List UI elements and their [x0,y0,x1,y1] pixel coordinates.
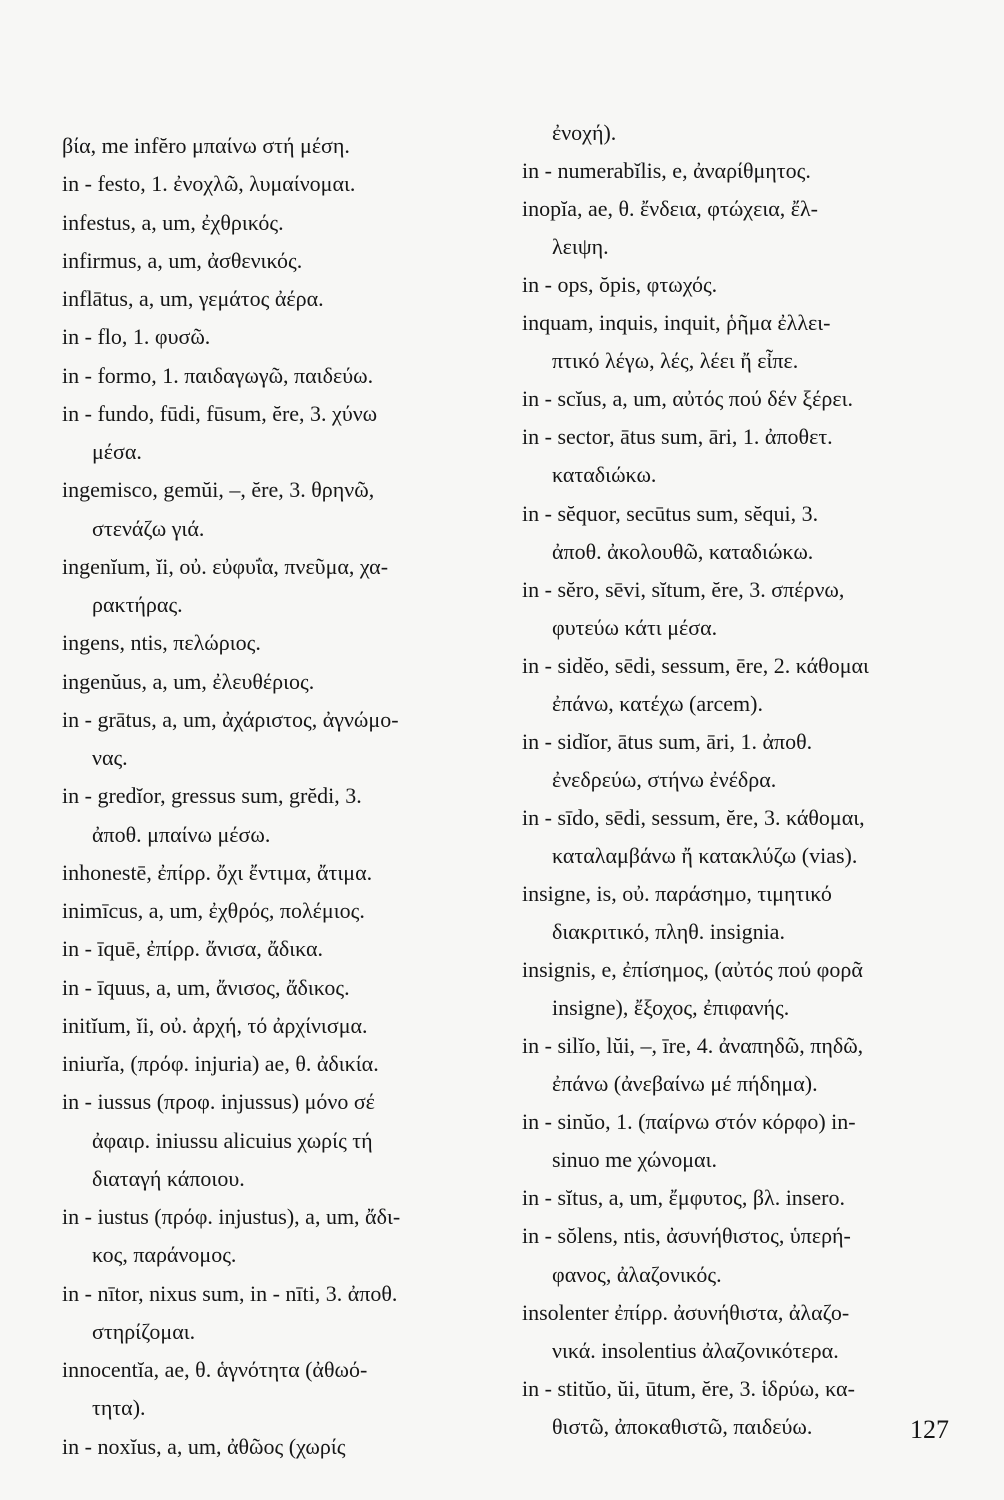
dictionary-line: sinuo me χώνομαι. [552,1147,717,1173]
dictionary-line: in - noxĭus, a, um, ἀθῶος (χωρίς [62,1433,346,1459]
dictionary-line: ἐνοχή). [552,120,617,145]
dictionary-line: in - grātus, a, um, ἀχάριστος, ἀγνώμο- [62,706,399,732]
dictionary-line: βία, me infĕro μπαίνω στή μέση. [62,133,350,158]
dictionary-line: in - sinŭo, 1. (παίρνω στόν κόρφο) in- [522,1109,856,1135]
dictionary-line: in - sīdo, sēdi, sessum, ĕre, 3. κάθομαι, [522,804,865,830]
dictionary-line: κος, παράνομος. [92,1242,237,1268]
dictionary-line: inflātus, a, um, γεμάτος ἀέρα. [62,286,324,311]
dictionary-line: ingens, ntis, πελώριος. [62,630,261,656]
dictionary-line: in - iussus (προφ. injussus) μόνο σέ [62,1089,375,1115]
dictionary-line: φανος, ἀλαζονικός. [552,1261,722,1287]
dictionary-line: insignis, e, ἐπίσημος, (αὐτός πού φορᾶ [522,957,863,983]
dictionary-line: διακριτικό, πληθ. insignia. [552,919,785,945]
dictionary-line: in - stitŭo, ŭi, ūtum, ĕre, 3. ἱδρύω, κα- [522,1375,855,1401]
dictionary-line: in - festo, 1. ἐνοχλῶ, λυμαίνομαι. [62,171,356,197]
dictionary-line: inopĭa, ae, θ. ἔνδεια, φτώχεια, ἔλ- [522,196,818,222]
dictionary-line: νας. [92,745,128,770]
dictionary-line: in - sidĭor, ātus sum, āri, 1. ἀποθ. [522,728,813,754]
dictionary-line: in - gredĭor, gressus sum, grĕdi, 3. [62,783,362,809]
dictionary-line: in - iustus (πρόφ. injustus), a, um, ἄδι- [62,1204,401,1229]
dictionary-line: in - sector, ātus sum, āri, 1. ἀποθετ. [522,424,833,450]
dictionary-line: in - sĕquor, secūtus sum, sĕqui, 3. [522,500,819,526]
dictionary-line: ἀφαιρ. iniussu alicuius χωρίς τή [92,1127,373,1153]
dictionary-line: ρακτήρας. [92,592,183,617]
dictionary-line: θιστῶ, ἀποκαθιστῶ, παιδεύω. [552,1413,813,1439]
dictionary-line: καταδιώκω. [552,462,657,488]
dictionary-line: inhonestē, ἐπίρρ. ὄχι ἔντιμα, ἄτιμα. [62,859,373,885]
dictionary-line: μέσα. [92,439,142,464]
dictionary-line: infirmus, a, um, ἀσθενικός. [62,247,303,273]
dictionary-line: ἐνεδρεύω, στήνω ἐνέδρα. [552,766,777,792]
dictionary-line: πτικό λέγω, λές, λέει ἤ εἶπε. [552,348,799,374]
dictionary-line: iniurĭa, (πρόφ. injuria) ae, θ. ἀδικία. [62,1051,379,1076]
dictionary-line: innocentĭa, ae, θ. ἁγνότητα (ἀθωό- [62,1357,368,1382]
dictionary-line: διαταγή κάποιου. [92,1165,245,1191]
dictionary-line: inquam, inquis, inquit, ῥῆμα ἐλλει- [522,310,831,336]
dictionary-line: ἐπάνω, κατέχω (arcem). [552,690,763,716]
dictionary-line: in - sŏlens, ntis, ἀσυνήθιστος, ὑπερή- [522,1223,851,1249]
dictionary-line: καταλαμβάνω ἤ κατακλύζω (vias). [552,842,858,868]
dictionary-line: infestus, a, um, ἐχθρικός. [62,209,284,235]
dictionary-line: in - sidĕo, sēdi, sessum, ēre, 2. κάθομαι [522,652,869,678]
dictionary-line: in - silĭo, lŭi, –, īre, 4. ἀναπηδῶ, πηδῶ, [522,1033,864,1059]
dictionary-line: in - flo, 1. φυσῶ. [62,324,211,350]
dictionary-line: ingenĭum, ĭi, οὐ. εὐφυΐα, πνεῦμα, χα- [62,553,389,579]
dictionary-line: ἀποθ. ἀκολουθῶ, καταδιώκω. [552,538,814,564]
dictionary-line: in - formo, 1. παιδαγωγῶ, παιδεύω. [62,362,374,388]
dictionary-line: in - sĭtus, a, um, ἔμφυτος, βλ. insero. [522,1185,845,1211]
dictionary-line: in - sĕro, sēvi, sĭtum, ĕre, 3. σπέρνω, [522,576,845,602]
dictionary-line: in - numerabĭlis, e, ἀναρίθμητος. [522,158,811,184]
dictionary-line: στηρίζομαι. [92,1318,196,1344]
dictionary-line: in - ops, ŏpis, φτωχός. [522,272,718,298]
dictionary-line: in - īquē, ἐπίρρ. ἄνισα, ἄδικα. [62,936,324,962]
dictionary-line: in - scĭus, a, um, αὐτός πού δέν ξέρει. [522,386,854,412]
dictionary-line: φυτεύω κάτι μέσα. [552,614,718,640]
dictionary-line: in - nītor, nixus sum, in - nīti, 3. ἀποθ. [62,1280,398,1306]
dictionary-line: in - fundo, fūdi, fūsum, ĕre, 3. χύνω [62,400,378,426]
dictionary-line: initĭum, ĭi, οὐ. ἀρχή, τό ἀρχίνισμα. [62,1012,368,1038]
dictionary-line: νικά. insolentius ἀλαζονικότερα. [552,1337,839,1363]
dictionary-line: insolenter ἐπίρρ. ἀσυνήθιστα, ἀλαζο- [522,1299,850,1325]
dictionary-line: ingemisco, gemŭi, –, ĕre, 3. θρηνῶ, [62,477,375,503]
dictionary-line: inimīcus, a, um, ἐχθρός, πολέμιος. [62,898,365,923]
dictionary-line: ingenŭus, a, um, ἐλευθέριος. [62,668,315,694]
dictionary-line: ἀποθ. μπαίνω μέσω. [92,821,271,847]
dictionary-line: στενάζω γιά. [92,515,205,541]
dictionary-line: τητα). [92,1395,146,1421]
page-number: 127 [910,1415,949,1444]
dictionary-line: λειψη. [552,234,609,260]
dictionary-line: insigne, is, οὐ. παράσημο, τιμητικό [522,881,832,906]
dictionary-line: in - īquus, a, um, ἄνισος, ἄδικος. [62,974,350,1000]
dictionary-line: ἐπάνω (ἀνεβαίνω μέ πήδημα). [552,1071,818,1097]
dictionary-line: insigne), ἔξοχος, ἐπιφανής. [552,995,790,1021]
